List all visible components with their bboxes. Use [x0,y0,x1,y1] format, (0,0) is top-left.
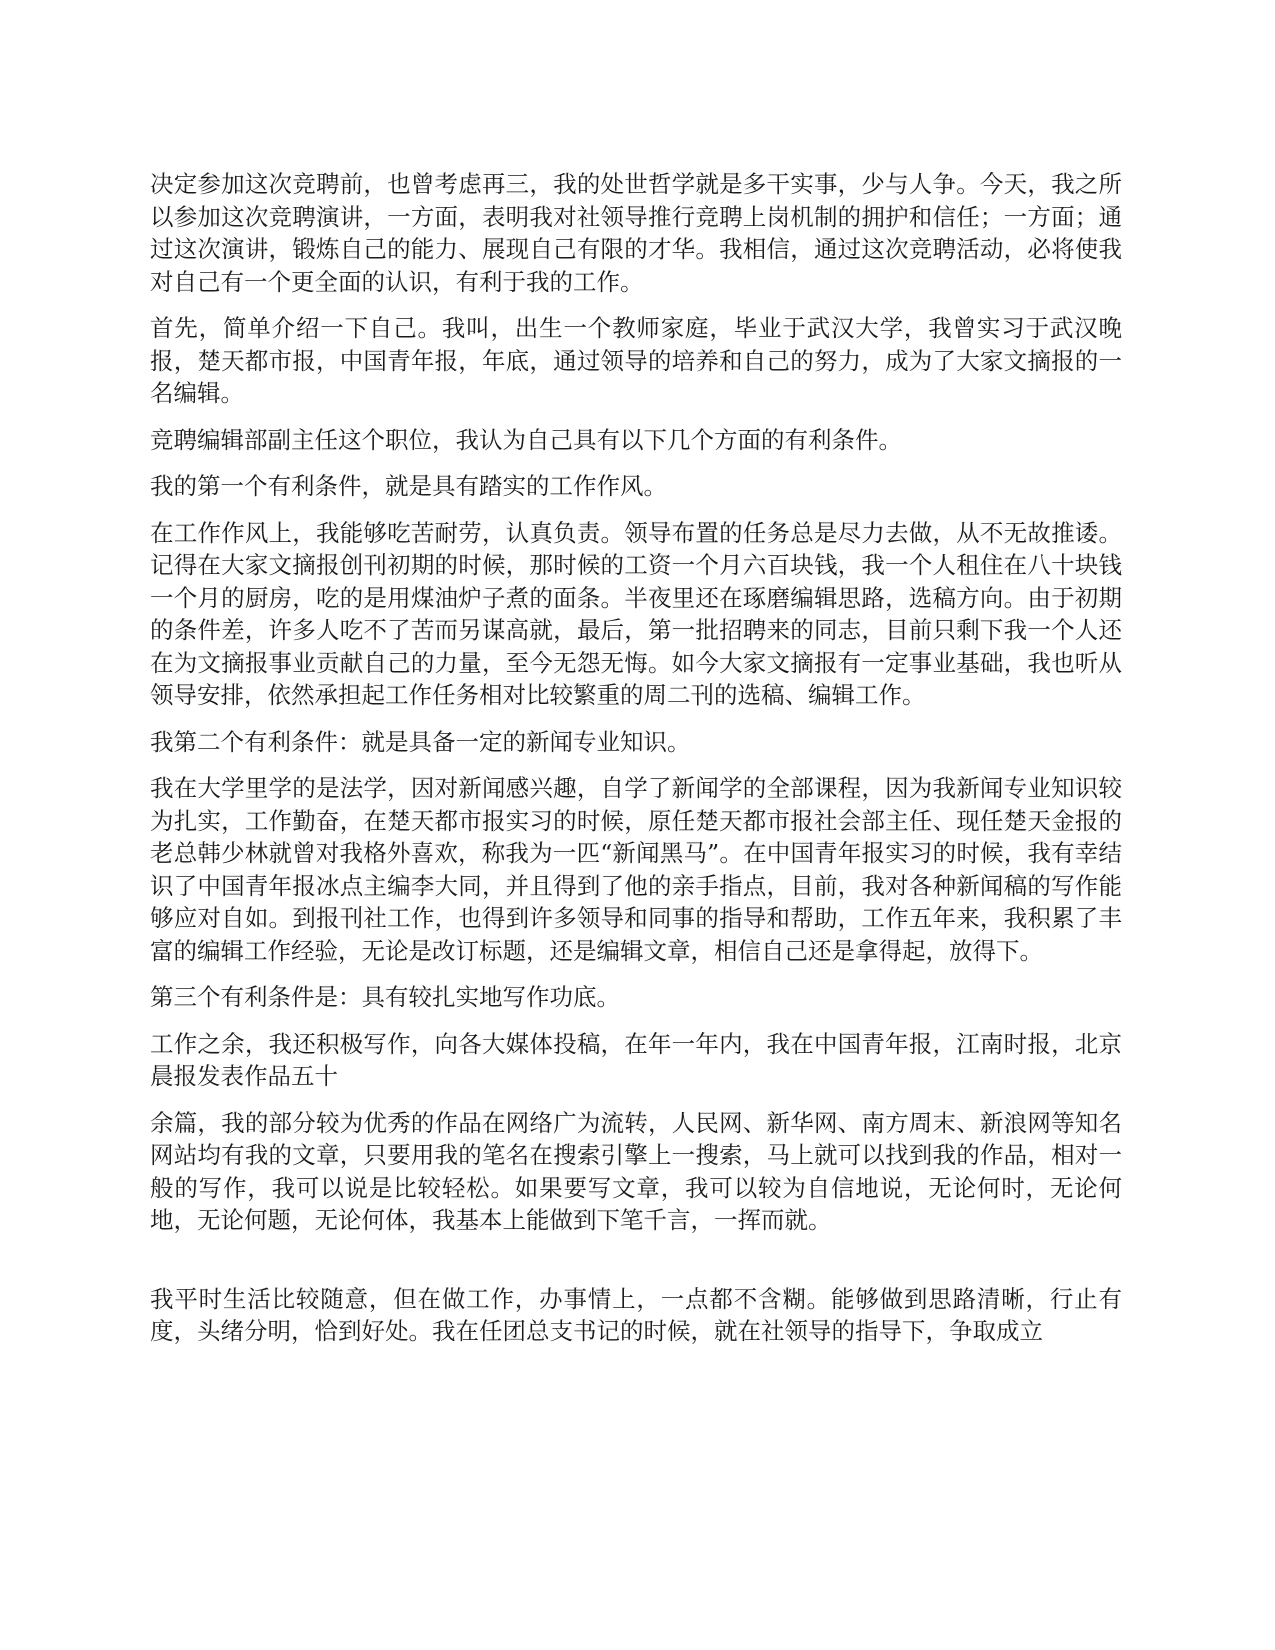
paragraph-motivation: 决定参加这次竞聘前，也曾考虑再三，我的处世哲学就是多干实事，少与人争。今天，我之所以参加这次竞聘演讲，一方面，表明我对社领导推行竞聘上岗机制的拥护和信任；一方面；通过这次演讲，锻炼自己的能力、展现自己有限的才华。我相信，通过这次竞聘活动，必将使我对自己有一个更全面的认识，有利于我的工作。 [150,170,1122,296]
paragraph-writing-part-one: 工作之余，我还积极写作，向各大媒体投稿，在年一年内，我在中国青年报，江南时报，北京晨报发表作品五十 [150,1029,1122,1090]
paragraph-first-advantage-heading: 我的第一个有利条件，就是具有踏实的工作作风。 [150,472,667,500]
paragraph-work-style: 在工作作风上，我能够吃苦耐劳，认真负责。领导布置的任务总是尽力去做，从不无故推诿。记得在大家文摘报创刊初期的时候，那时候的工资一个月六百块钱，我一个人租住在八十块钱一个月的厨房，吃的是用煤油炉子煮的面条。半夜里还在琢磨编辑思路，选稿方向。由于初期的条件差，许多人吃不了苦而另谋高就，最后，第一批招聘来的同志，目前只剩下我一个人还在为文摘报事业贡献自己的力量，至今无怨无悔。如今大家文摘报有一定事业基础，我也听从领导安排，依然承担起工作任务相对比较繁重的周二刊的选稿、编辑工作。 [150,518,1122,709]
paragraph-daily-conduct: 我平时生活比较随意，但在做工作，办事情上，一点都不含糊。能够做到思路清晰，行止有度，头绪分明，恰到好处。我在任团总支书记的时候，就在社领导的指导下，争取成立 [150,1284,1122,1345]
paragraph-journalism-knowledge: 我在大学里学的是法学，因对新闻感兴趣，自学了新闻学的全部课程，因为我新闻专业知识较为扎实，工作勤奋，在楚天都市报实习的时候，原任楚天都市报社会部主任、现任楚天金报的老总韩少林就曾对我格外喜欢，称我为一匹“新闻黑马”。在中国青年报实习的时候，我有幸结识了中国青年报冰点主编李大同，并且得到了他的亲手指点，目前，我对各种新闻稿的写作能够应对自如。到报刊社工作，也得到许多领导和同事的指导和帮助，工作五年来，我积累了丰富的编辑工作经验，无论是改订标题，还是编辑文章，相信自己还是拿得起，放得下。 [150,774,1122,965]
paragraph-second-advantage-heading: 我第二个有利条件：就是具备一定的新闻专业知识。 [150,727,691,756]
paragraph-position-statement: 竞聘编辑部副主任这个职位，我认为自己具有以下几个方面的有利条件。 [150,425,902,454]
document-body [150,168,1122,1362]
paragraph-self-introduction: 首先，简单介绍一下自己。我叫，出生一个教师家庭，毕业于武汉大学，我曾实习于武汉晚报，楚天都市报，中国青年报，年底，通过领导的培养和自己的努力，成为了大家文摘报的一名编辑。 [150,314,1122,407]
paragraph-writing-part-two: 余篇，我的部分较为优秀的作品在网络广为流转，人民网、新华网、南方周末、新浪网等知名网站均有我的文章，只要用我的笔名在搜索引擎上一搜索，马上就可以找到我的作品，相对一般的写作，我可以说是比较轻松。如果要写文章，我可以较为自信地说，无论何时，无论何地，无论何题，无论何体，我基本上能做到下笔千言，一挥而就。 [150,1108,1122,1234]
paragraph-third-advantage-heading: 第三个有利条件是：具有较扎实地写作功底。 [150,983,620,1011]
